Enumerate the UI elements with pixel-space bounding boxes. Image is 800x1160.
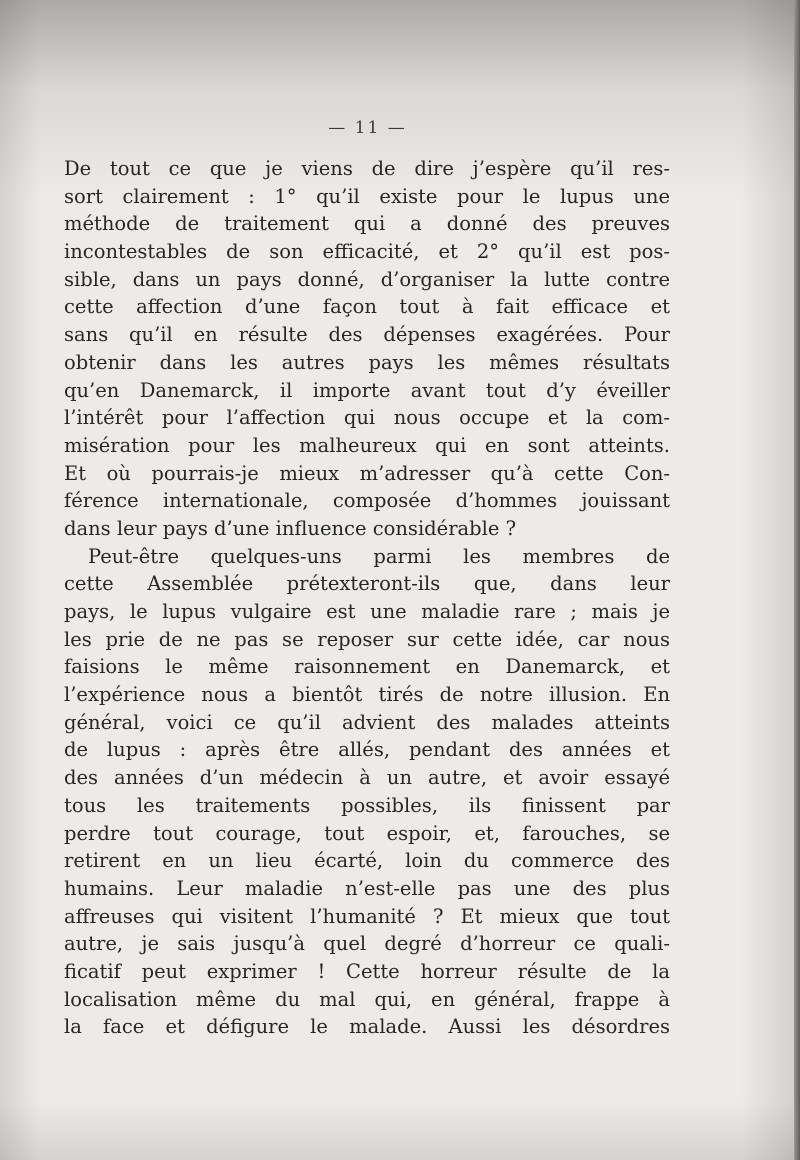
text-line: incontestables de son efficacité, et 2° qu’il est pos- bbox=[64, 240, 670, 264]
paragraph-start-line: Peut-être quelques-uns parmi les membres de bbox=[88, 544, 670, 568]
text-line: méthode de traitement qui a donné des preuves bbox=[64, 212, 670, 236]
page-edge-shadow bbox=[794, 0, 800, 1160]
text-line: sans qu’il en résulte des dépenses exagérées. Pour bbox=[64, 323, 670, 347]
text-line: la face et défigure le malade. Aussi les désordres bbox=[64, 1015, 670, 1039]
text-line: général, voici ce qu’il advient des malades atteints bbox=[64, 710, 670, 734]
text-line: cette affection d’une façon tout à fait efficace et bbox=[64, 295, 670, 319]
text-line: De tout ce que je viens de dire j’espère qu’il res- bbox=[64, 157, 670, 180]
body-text bbox=[64, 155, 670, 1041]
text-line: perdre tout courage, tout espoir, et, farouches, se bbox=[64, 821, 670, 845]
text-line: sort clairement : 1° qu’il existe pour le lupus une bbox=[64, 184, 670, 208]
text-line: tous les traitements possibles, ils finissent par bbox=[64, 793, 670, 817]
text-line: des années d’un médecin à un autre, et avoir essayé bbox=[64, 766, 670, 790]
text-line: humains. Leur maladie n’est-elle pas une des plus bbox=[64, 876, 670, 900]
text-line: cette Assemblée prétexteront-ils que, dans leur bbox=[64, 572, 670, 596]
text-line: les prie de ne pas se reposer sur cette idée, car nous bbox=[64, 627, 670, 651]
text-line: qu’en Danemarck, il importe avant tout d’y éveiller bbox=[64, 378, 670, 402]
text-line: misération pour les malheureux qui en sont atteints. bbox=[64, 433, 670, 457]
text-line: Et où pourrais-je mieux m’adresser qu’à cette Con- bbox=[64, 461, 670, 485]
text-line: retirent en un lieu écarté, loin du commerce des bbox=[64, 849, 670, 873]
text-line: l’expérience nous a bientôt tirés de notre illusion. En bbox=[64, 683, 670, 707]
text-line: autre, je sais jusqu’à quel degré d’horreur ce quali- bbox=[64, 932, 670, 956]
text-line: pays, le lupus vulgaire est une maladie rare ; mais je bbox=[64, 600, 670, 623]
text-line: localisation même du mal qui, en général, frappe à bbox=[64, 987, 670, 1011]
text-line: obtenir dans les autres pays les mêmes résultats bbox=[64, 350, 670, 374]
text-line: férence internationale, composée d’hommes jouissant bbox=[64, 489, 670, 513]
text-line: ficatif peut exprimer ! Cette horreur résulte de la bbox=[64, 959, 670, 983]
text-line: affreuses qui visitent l’humanité ? Et mieux que tout bbox=[64, 904, 670, 928]
text-line: faisions le même raisonnement en Danemarck, et bbox=[64, 655, 670, 679]
text-line: sible, dans un pays donné, d’organiser la lutte contre bbox=[64, 267, 670, 291]
text-line: l’intérêt pour l’affection qui nous occupe et la com- bbox=[64, 406, 670, 430]
page-number: — 11 — bbox=[328, 118, 407, 138]
paragraph-end-line: dans leur pays d’une influence considérable ? bbox=[64, 516, 517, 540]
text-line: de lupus : après être allés, pendant des années et bbox=[64, 738, 670, 762]
